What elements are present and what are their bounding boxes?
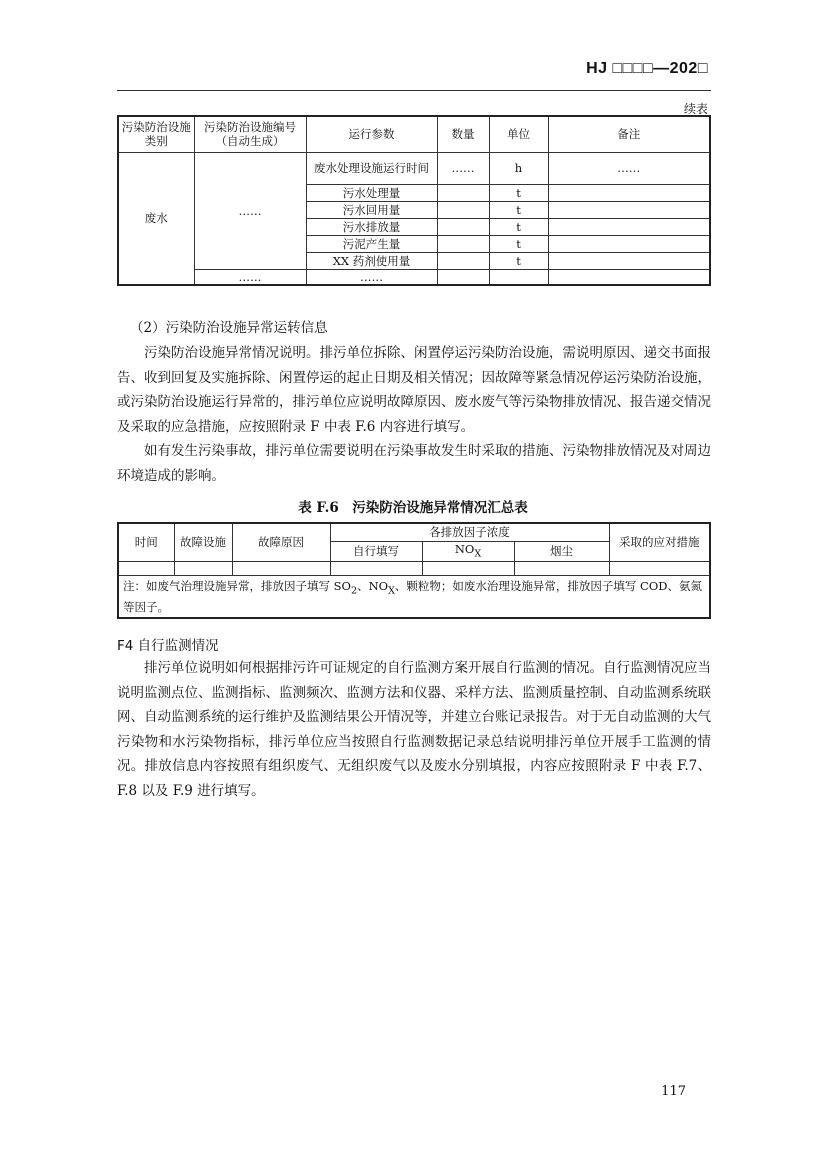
note-sub-1: 2: [350, 585, 358, 597]
param-cell: 污水回用量: [306, 201, 437, 218]
category-cell: 废水: [118, 152, 194, 285]
qty-cell: ……: [437, 152, 489, 184]
empty-cell: [174, 561, 232, 575]
note-sub-2: X: [388, 585, 395, 597]
header-dust: 烟尘: [514, 541, 609, 561]
header-param: 运行参数: [306, 116, 437, 152]
facility-parameters-table: [117, 115, 711, 286]
header-id: 污染防治设施编号（自动生成）: [194, 116, 306, 152]
empty-cell: [330, 561, 422, 575]
note-cell: [548, 235, 710, 252]
note-text-1: 注：如废气治理设施异常，排放因子填写 SO: [123, 578, 351, 593]
qty-cell: [437, 201, 489, 218]
header-self-fill: 自行填写: [330, 541, 422, 561]
note-cell: [548, 218, 710, 235]
unit-cell: t: [489, 201, 548, 218]
param-cell: XX 药剂使用量: [306, 252, 437, 269]
table-note: [118, 575, 710, 618]
abnormal-paragraph-2: 如有发生污染事故，排污单位需要说明在污染事故发生时采取的措施、污染物排放情况及对周边环境造成的影响。: [117, 443, 711, 484]
param-cell: 污水排放量: [306, 218, 437, 235]
page-number: 117: [661, 1084, 686, 1099]
section-f4-paragraph: 排污单位说明如何根据排污许可证规定的自行监测方案开展自行监测的情况。自行监测情况应当说明监测点位、监测指标、监测频次、监测方法和仪器、采样方法、监测质量控制、自动监测系统联网、自动监测系统的运行维护及监测结果公开情况等，并建立台账记录报告。对于无自动监测的大气污染物和水污染物指标，排污单位应当按照自行监测数据记录总结说明排污单位开展手工监测的情况。排放信息内容按照有组织废气、无组织废气以及废水分别填报，内容应按照附录 F 中表 F.7、F.8 以及 F.9 进行填写。: [117, 660, 711, 799]
empty-cell: [548, 269, 710, 285]
header-unit: 单位: [489, 116, 548, 152]
param-cell: 废水处理设施运行时间: [306, 152, 437, 184]
abnormal-body: [117, 341, 711, 488]
empty-cell: [437, 269, 489, 285]
header-divider: [117, 90, 711, 91]
header-device: 故障设施: [174, 523, 232, 561]
abnormal-heading: （2）污染防治设施异常运转信息: [130, 320, 328, 336]
id-cell: ……: [194, 152, 306, 269]
note-cell: [548, 252, 710, 269]
section-f4-heading: F4 自行监测情况: [117, 638, 219, 654]
section-f4-body: [117, 656, 711, 803]
unit-cell: t: [489, 252, 548, 269]
empty-cell: [422, 561, 514, 575]
unit-cell: h: [489, 152, 548, 184]
last-param-cell: ……: [306, 269, 437, 285]
qty-cell: [437, 218, 489, 235]
note-text-3: 、颗粒物；如废水治理设施异常，排放因子填写 COD、氨氮等因子。: [123, 578, 703, 615]
header-reason: 故障原因: [232, 523, 330, 561]
param-cell: 污水处理量: [306, 184, 437, 201]
header-note: 备注: [548, 116, 710, 152]
abnormal-paragraph-1: 污染防治设施异常情况说明。排污单位拆除、闲置停运污染防治设施，需说明原因、递交书面报告、收到回复及实施拆除、闲置停运的起止日期及相关情况；因故障等紧急情况停运污染防治设施，或污染防治设施运行异常的，排污单位应说明故障原因、废水废气等污染物排放情况、报告递交情况及采取的应急措施，应按照附录 F 中表 F.6 内容进行填写。: [117, 345, 711, 435]
table-f6-caption: 表 F.6 污染防治设施异常情况汇总表: [298, 500, 528, 516]
qty-cell: [437, 252, 489, 269]
note-text-2: 、NO: [357, 578, 389, 593]
abnormal-summary-table: [117, 522, 711, 619]
header-nox: [422, 541, 514, 561]
nox-subscript: X: [474, 547, 482, 559]
empty-cell: [609, 561, 710, 575]
note-cell: ……: [548, 152, 710, 184]
header-qty: 数量: [437, 116, 489, 152]
note-cell: [548, 201, 710, 218]
note-cell: [548, 184, 710, 201]
unit-cell: t: [489, 218, 548, 235]
header-concentration: 各排放因子浓度: [330, 523, 609, 541]
qty-cell: [437, 235, 489, 252]
nox-label: NO: [454, 541, 475, 556]
param-cell: 污泥产生量: [306, 235, 437, 252]
header-time: 时间: [118, 523, 174, 561]
unit-cell: t: [489, 184, 548, 201]
header-measure: 采取的应对措施: [609, 523, 710, 561]
qty-cell: [437, 184, 489, 201]
continued-label: 续表: [683, 102, 708, 116]
empty-cell: [232, 561, 330, 575]
unit-cell: t: [489, 235, 548, 252]
last-id-cell: ……: [194, 269, 306, 285]
empty-cell: [514, 561, 609, 575]
empty-cell: [118, 561, 174, 575]
header-category: 污染防治设施类别: [118, 116, 194, 152]
empty-cell: [489, 269, 548, 285]
standard-code-header: HJ □□□□—202□: [586, 60, 708, 77]
